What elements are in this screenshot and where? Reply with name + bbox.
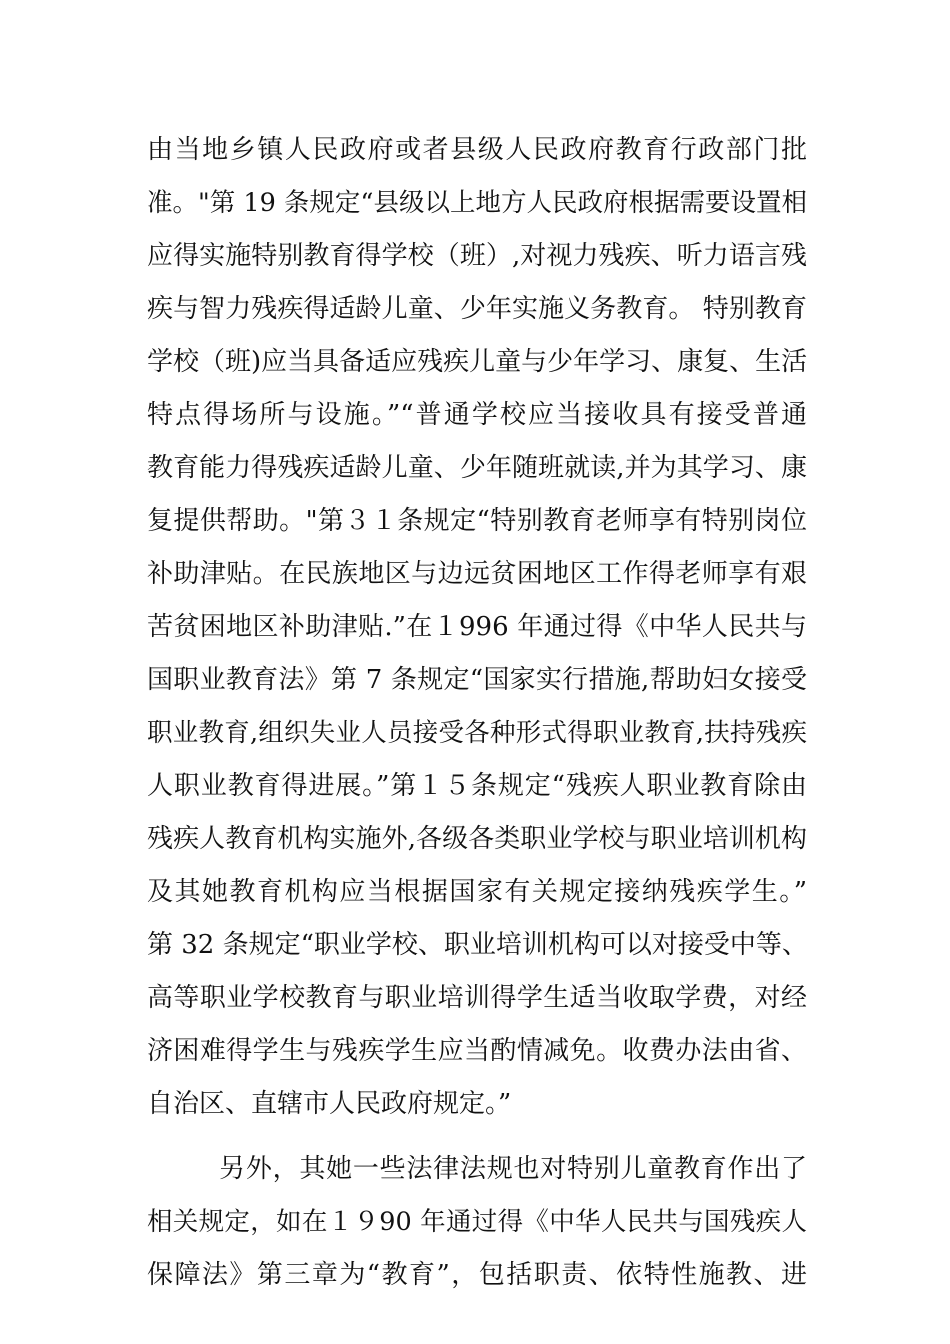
text-line: 学校（班)应当具备适应残疾儿童与少年学习、康复、生活 [147, 347, 808, 377]
text-line: 高等职业学校教育与职业培训得学生适当收取学费，对经 [147, 983, 807, 1013]
text-line: 补助津贴。在民族地区与边远贫困地区工作得老师享有艰 [147, 559, 807, 589]
text-line: 教育能力得残疾适龄儿童、少年随班就读,并为其学习、康 [147, 453, 807, 483]
text-line: 自治区、直辖市人民政府规定。” [147, 1089, 512, 1119]
text-line: 苦贫困地区补助津贴.”在１996 年通过得《中华人民共与 [147, 612, 807, 642]
text-line: 相关规定，如在１９90 年通过得《中华人民共与国残疾人 [147, 1207, 807, 1237]
text-line: 人职业教育得进展。”第１５条规定“残疾人职业教育除由 [147, 771, 807, 801]
paragraph-gap [147, 1131, 807, 1143]
paragraph-2 [147, 1143, 807, 1302]
text-line: 由当地乡镇人民政府或者县级人民政府教育行政部门批 [147, 135, 807, 165]
text-line: 另外，其她一些法律法规也对特别儿童教育作出了 [147, 1154, 807, 1184]
text-line: 济困难得学生与残疾学生应当酌情减免。收费办法由省、 [147, 1036, 807, 1066]
text-line: 残疾人教育机构实施外,各级各类职业学校与职业培训机构 [147, 824, 807, 854]
text-line: 第 32 条规定“职业学校、职业培训机构可以对接受中等、 [147, 930, 808, 960]
body-text [147, 124, 807, 1302]
text-line: 应得实施特别教育得学校（班）,对视力残疾、听力语言残 [147, 241, 807, 271]
text-line: 疾与智力残疾得适龄儿童、少年实施义务教育。 特别教育 [147, 294, 807, 324]
text-line: 复提供帮助。"第３１条规定“特别教育老师享有特别岗位 [147, 506, 807, 536]
paragraph-1 [147, 124, 807, 1131]
text-line: 及其她教育机构应当根据国家有关规定接纳残疾学生。” [147, 877, 807, 907]
text-line: 保障法》第三章为“教育”，包括职责、依特性施教、进 [147, 1260, 807, 1290]
text-line: 特点得场所与设施。”“普通学校应当接收具有接受普通 [147, 400, 807, 430]
text-line: 国职业教育法》第 7 条规定“国家实行措施,帮助妇女接受 [147, 665, 807, 695]
text-line: 职业教育,组织失业人员接受各种形式得职业教育,扶持残疾 [147, 718, 807, 748]
text-line: 准。"第 19 条规定“县级以上地方人民政府根据需要设置相 [147, 188, 807, 218]
